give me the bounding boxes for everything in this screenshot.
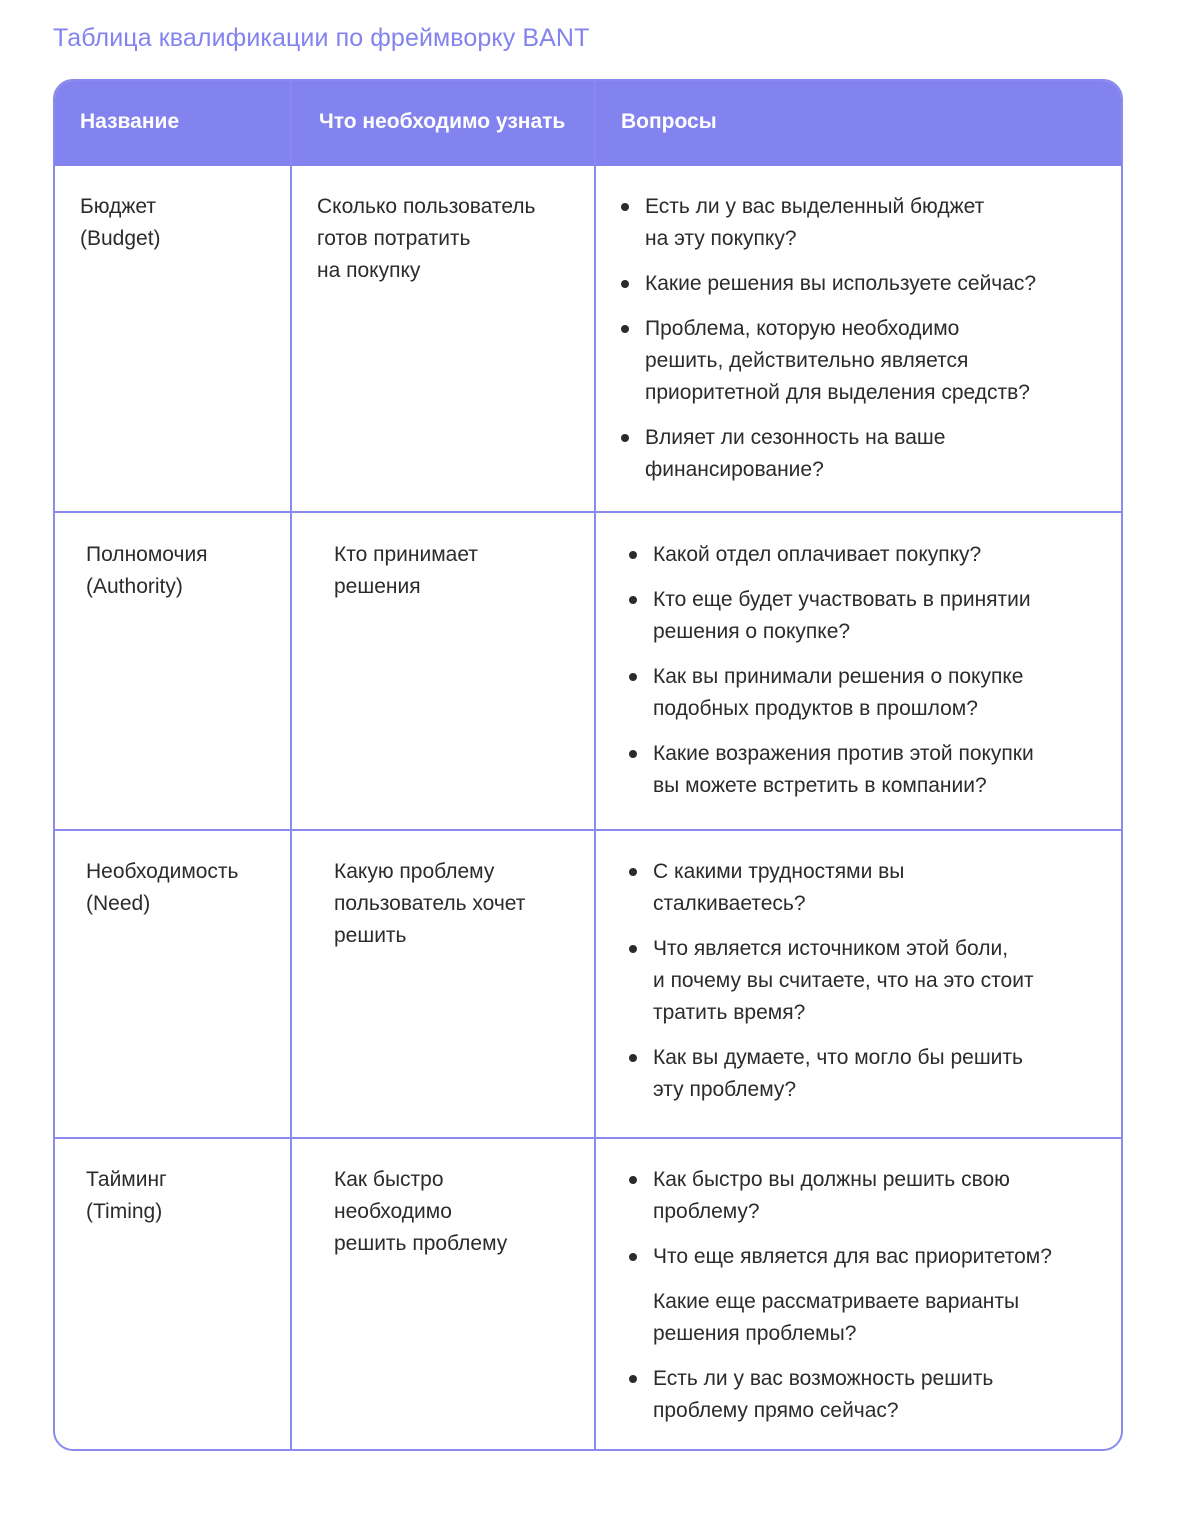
name-line: (Budget) <box>80 227 161 250</box>
question-line: приоритетной для выделения средств? <box>645 381 1030 404</box>
bullet-icon <box>629 1176 637 1184</box>
question-line: Влияет ли сезонность на ваше <box>645 426 946 449</box>
question-line: Какие еще рассматриваете варианты <box>653 1290 1020 1313</box>
questions-list <box>629 856 1034 1119</box>
column-divider <box>594 81 596 1449</box>
row-divider <box>55 829 1121 831</box>
row-what-cell <box>317 191 536 287</box>
header-name: Название <box>80 110 180 133</box>
row-divider <box>55 1137 1121 1139</box>
row-what-cell <box>334 1164 507 1260</box>
name-line: Необходимость <box>86 860 239 883</box>
column-divider <box>290 81 292 1449</box>
question-line: Кто еще будет участвовать в принятии <box>653 588 1031 611</box>
row-what-cell <box>334 539 478 603</box>
question-line: эту проблему? <box>653 1078 797 1101</box>
bullet-icon <box>629 750 637 758</box>
bullet-icon <box>629 868 637 876</box>
question-item <box>621 191 1036 255</box>
question-line: С какими трудностями вы <box>653 860 905 883</box>
question-line: Есть ли у вас выделенный бюджет <box>645 195 985 218</box>
what-line: решить проблему <box>334 1232 508 1255</box>
question-line: проблему прямо сейчас? <box>653 1399 899 1422</box>
question-item <box>621 268 1036 300</box>
question-item <box>621 422 1036 486</box>
what-line: готов потратить <box>317 227 471 250</box>
question-line: сталкиваетесь? <box>653 892 806 915</box>
bullet-icon <box>629 551 637 559</box>
bullet-icon <box>621 203 629 211</box>
name-line: (Need) <box>86 892 151 915</box>
what-line: пользователь хочет <box>334 892 526 915</box>
question-line: Есть ли у вас возможность решить <box>653 1367 994 1390</box>
question-item <box>629 1042 1034 1106</box>
row-divider <box>55 511 1121 513</box>
question-line: финансирование? <box>645 458 824 481</box>
question-line: решения проблемы? <box>653 1322 857 1345</box>
question-line: Что является источником этой боли, <box>653 937 1009 960</box>
question-line: Какие решения вы используете сейчас? <box>645 272 1037 295</box>
question-line: Проблема, которую необходимо <box>645 317 960 340</box>
bullet-icon <box>621 280 629 288</box>
row-what-cell <box>334 856 525 952</box>
question-item <box>629 738 1034 802</box>
what-line: необходимо <box>334 1200 452 1223</box>
bullet-icon <box>621 325 629 333</box>
question-item <box>629 1164 1052 1228</box>
question-item <box>629 539 1034 571</box>
question-line: вы можете встретить в компании? <box>653 774 987 797</box>
questions-list <box>621 191 1036 499</box>
row-name-cell <box>86 1164 167 1228</box>
questions-list <box>629 1164 1052 1440</box>
name-line: Полномочия <box>86 543 208 566</box>
what-line: Какую проблему <box>334 860 495 883</box>
question-line: проблему? <box>653 1200 760 1223</box>
question-line: Какие возражения против этой покупки <box>653 742 1034 765</box>
what-line: решения <box>334 575 421 598</box>
bullet-icon <box>629 596 637 604</box>
row-name-cell <box>86 856 239 920</box>
bullet-icon <box>621 434 629 442</box>
question-item <box>629 1363 1052 1427</box>
question-item <box>629 1286 1052 1350</box>
row-name-cell <box>86 539 208 603</box>
what-line: Сколько пользователь <box>317 195 536 218</box>
question-line: решения о покупке? <box>653 620 851 643</box>
question-line: Что еще является для вас приоритетом? <box>653 1245 1052 1268</box>
header-questions: Вопросы <box>621 110 717 133</box>
question-line: Как вы думаете, что могло бы решить <box>653 1046 1023 1069</box>
question-item <box>629 856 1034 920</box>
question-item <box>629 1241 1052 1273</box>
what-line: Кто принимает <box>334 543 478 566</box>
bant-table <box>53 79 1123 1451</box>
what-line: на покупку <box>317 259 421 282</box>
page-title: Таблица квалификации по фреймворку BANT <box>53 24 590 52</box>
question-line: и почему вы считаете, что на это стоит <box>653 969 1034 992</box>
question-line: на эту покупку? <box>645 227 797 250</box>
question-line: подобных продуктов в прошлом? <box>653 697 978 720</box>
question-line: решить, действительно является <box>645 349 969 372</box>
question-line: Какой отдел оплачивает покупку? <box>653 543 982 566</box>
bullet-icon <box>629 945 637 953</box>
row-name-cell <box>80 191 161 255</box>
header-what: Что необходимо узнать <box>319 110 566 133</box>
name-line: Бюджет <box>80 195 156 218</box>
name-line: (Authority) <box>86 575 183 598</box>
name-line: Тайминг <box>86 1168 167 1191</box>
question-item <box>629 933 1034 1029</box>
what-line: решить <box>334 924 407 947</box>
question-line: тратить время? <box>653 1001 806 1024</box>
question-item <box>621 313 1036 409</box>
questions-list <box>629 539 1034 815</box>
question-item <box>629 584 1034 648</box>
question-item <box>629 661 1034 725</box>
bullet-icon <box>629 1253 637 1261</box>
bullet-icon <box>629 1375 637 1383</box>
question-line: Как вы принимали решения о покупке <box>653 665 1024 688</box>
bullet-icon <box>629 1054 637 1062</box>
question-line: Как быстро вы должны решить свою <box>653 1168 1010 1191</box>
what-line: Как быстро <box>334 1168 444 1191</box>
name-line: (Timing) <box>86 1200 163 1223</box>
bullet-icon <box>629 673 637 681</box>
table-header <box>55 81 1121 166</box>
